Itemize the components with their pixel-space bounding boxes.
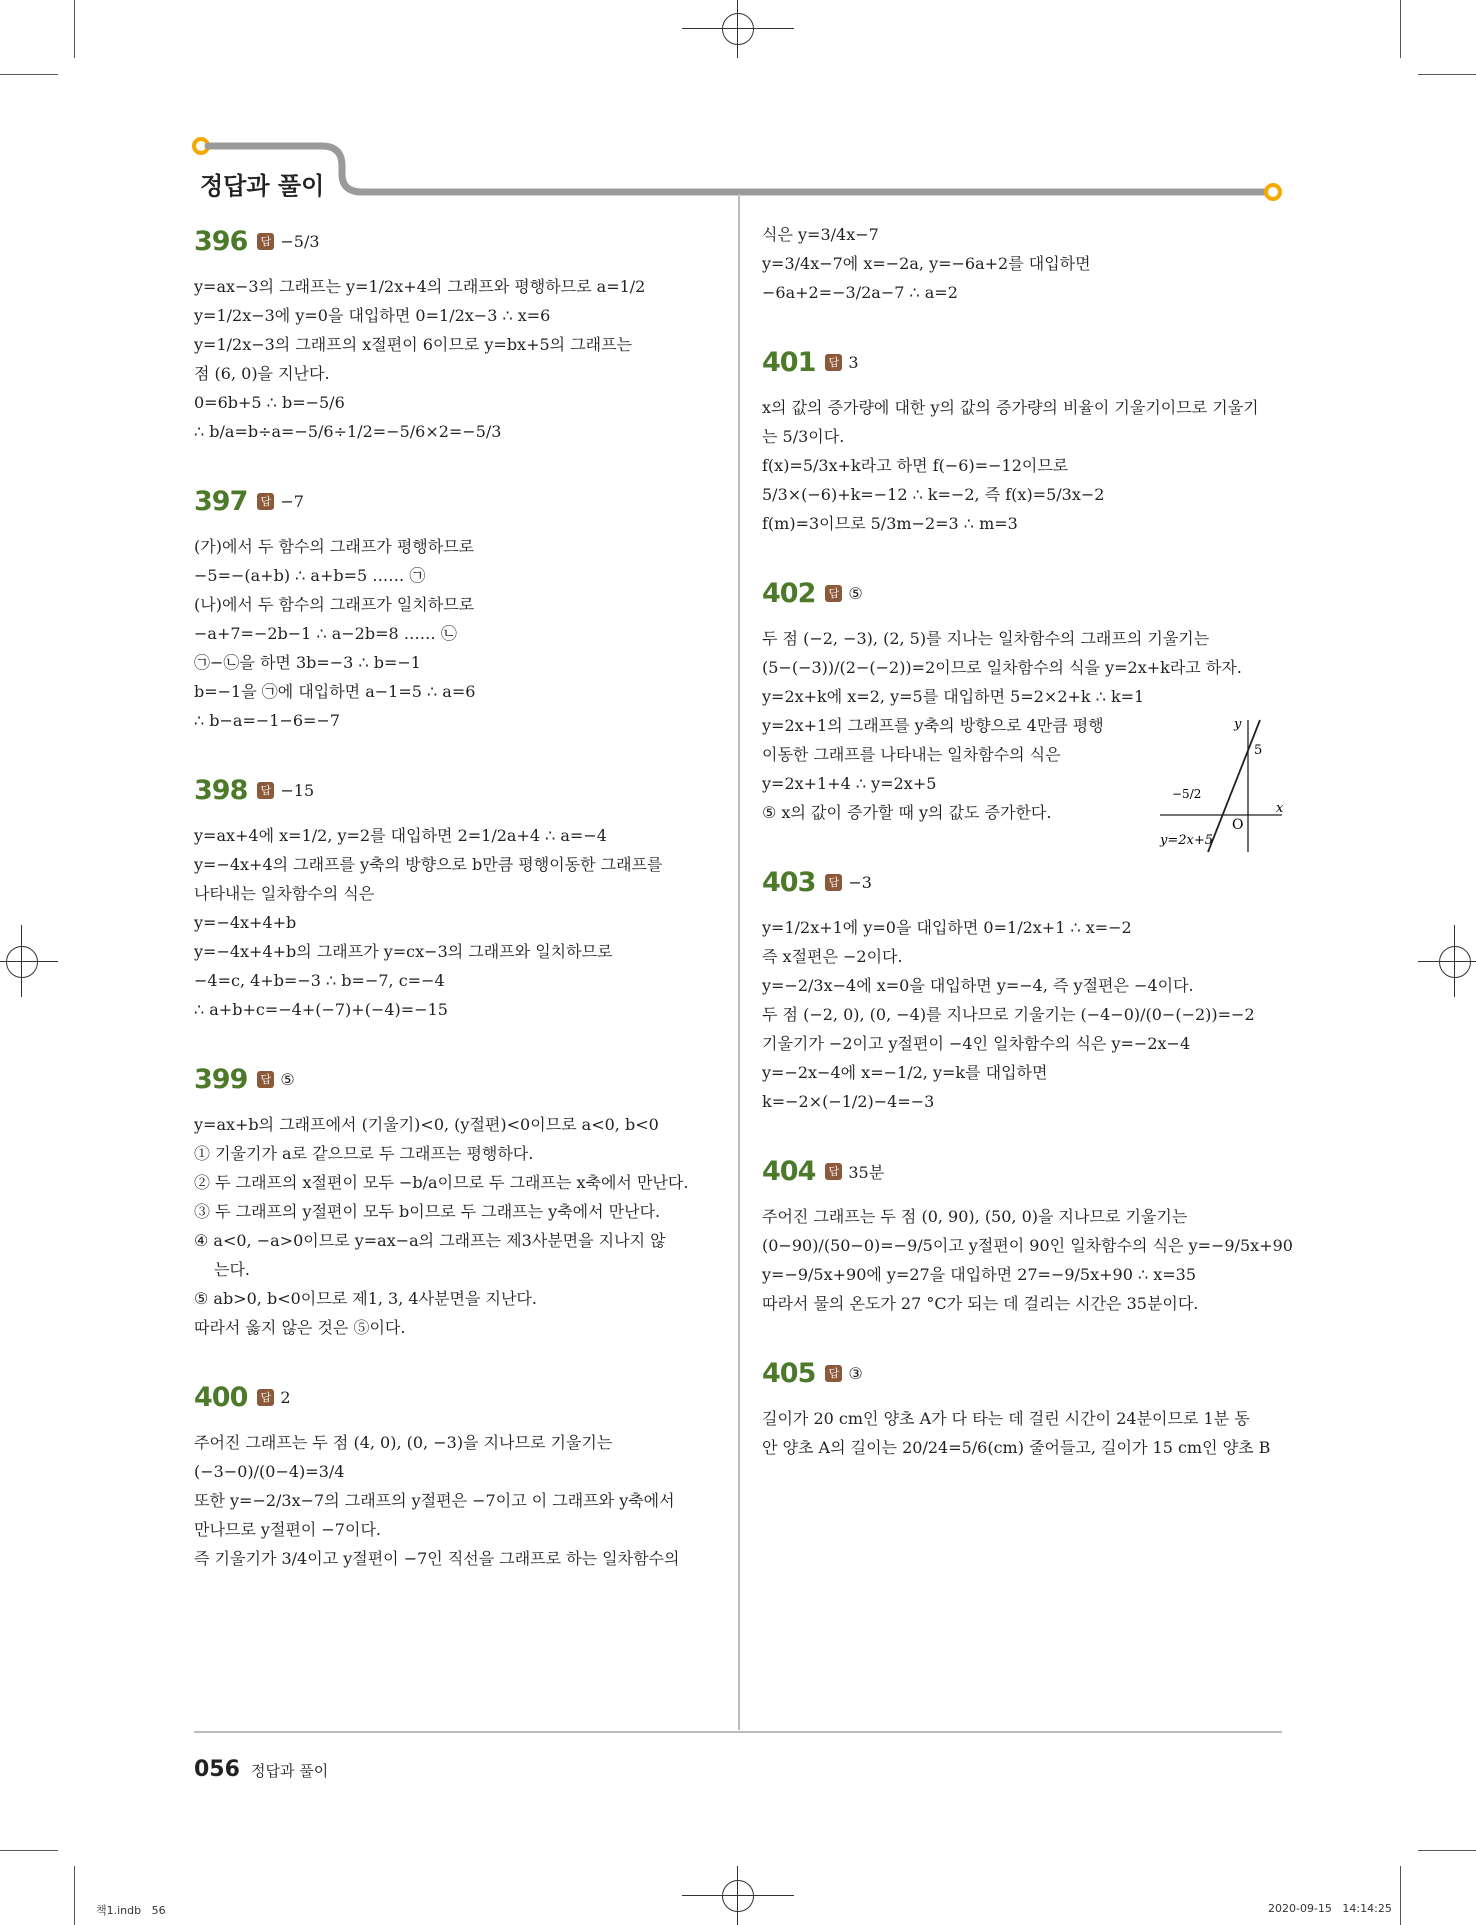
y-axis-label: y bbox=[1234, 717, 1242, 732]
problem-answer: −15 bbox=[280, 780, 315, 800]
solution-line: f(m)=3이므로 5/3m−2=3 ∴ m=3 bbox=[762, 514, 1018, 533]
problem-number: 401 bbox=[762, 346, 816, 378]
answer-badge: 답 bbox=[257, 233, 274, 250]
solution-line: −5=−(a+b) ∴ a+b=5 …… ㉠ bbox=[194, 566, 426, 585]
right-column bbox=[762, 220, 1293, 1496]
solution-line: (−3−0)/(0−4)=3/4 bbox=[194, 1462, 345, 1481]
problem-answer: ⑤ bbox=[280, 1069, 295, 1089]
solution-line: 는 5/3이다. bbox=[762, 427, 845, 446]
solution-line: 안 양초 A의 길이는 20/24=5/6(cm) 줄어들고, 길이가 15 cm인 양초 B bbox=[762, 1438, 1271, 1457]
solution-line: 점 (6, 0)을 지난다. bbox=[194, 364, 330, 383]
problem-answer: ⑤ bbox=[848, 583, 863, 603]
problem-397 bbox=[194, 480, 734, 735]
solution-line: y=1/2x−3에 y=0을 대입하면 0=1/2x−3 ∴ x=6 bbox=[194, 306, 551, 325]
solution-line: y=1/2x+1에 y=0을 대입하면 0=1/2x+1 ∴ x=−2 bbox=[762, 918, 1132, 937]
print-timestamp: 2020-09-15 14:14:25 bbox=[1268, 1902, 1392, 1915]
solution-line: y=−2/3x−4에 x=0을 대입하면 y=−4, 즉 y절편은 −4이다. bbox=[762, 976, 1194, 995]
answer-badge: 답 bbox=[825, 874, 842, 891]
problem-number: 400 bbox=[194, 1381, 248, 1413]
solution-line: 5/3×(−6)+k=−12 ∴ k=−2, 즉 f(x)=5/3x−2 bbox=[762, 485, 1105, 504]
solution-line: ③ 두 그래프의 y절편이 모두 b이므로 두 그래프는 y축에서 만난다. bbox=[194, 1202, 661, 1221]
solution-line: −4=c, 4+b=−3 ∴ b=−7, c=−4 bbox=[194, 971, 445, 990]
solution-line: −6a+2=−3/2a−7 ∴ a=2 bbox=[762, 283, 958, 302]
solution-line: y=ax+4에 x=1/2, y=2를 대입하면 2=1/2a+4 ∴ a=−4 bbox=[194, 826, 607, 845]
footer bbox=[194, 1757, 328, 1782]
registration-mark bbox=[21, 925, 22, 997]
solution-line: ∴ b/a=b÷a=−5/6÷1/2=−5/6×2=−5/3 bbox=[194, 422, 502, 441]
solution-line: y=2x+1+4 ∴ y=2x+5 bbox=[762, 774, 937, 793]
problem-402 bbox=[762, 572, 1287, 848]
solution-line: y=−2x−4에 x=−1/2, y=k를 대입하면 bbox=[762, 1063, 1048, 1082]
solution-line: 주어진 그래프는 두 점 (4, 0), (0, −3)을 지나므로 기울기는 bbox=[194, 1433, 613, 1452]
answer-badge: 답 bbox=[825, 1365, 842, 1382]
solution-line: y=ax+b의 그래프에서 (기울기)<0, (y절편)<0이므로 a<0, b<0 bbox=[194, 1115, 659, 1134]
problem-399 bbox=[194, 1058, 734, 1342]
problem-answer: −7 bbox=[280, 491, 304, 511]
registration-mark bbox=[1454, 925, 1455, 997]
registration-mark bbox=[0, 961, 58, 962]
solution-line: (0−90)/(50−0)=−9/5이고 y절편이 90인 일차함수의 식은 y=−9/5x+90 bbox=[762, 1236, 1293, 1255]
solution-line: y=−9/5x+90에 y=27을 대입하면 27=−9/5x+90 ∴ x=35 bbox=[762, 1265, 1197, 1284]
solution-line: 즉 기울기가 3/4이고 y절편이 −7인 직선을 그래프로 하는 일차함수의 bbox=[194, 1549, 680, 1568]
solution-line: y=3/4x−7에 x=−2a, y=−6a+2를 대입하면 bbox=[762, 254, 1091, 273]
solution-line: ② 두 그래프의 x절편이 모두 −b/a이므로 두 그래프는 x축에서 만난다. bbox=[194, 1173, 689, 1192]
solution-line: 나타내는 일차함수의 식은 bbox=[194, 884, 375, 903]
answer-badge: 답 bbox=[257, 493, 274, 510]
solution-line: 는다. bbox=[214, 1260, 250, 1279]
problem-number: 396 bbox=[194, 225, 248, 257]
solution-line: 기울기가 −2이고 y절편이 −4인 일차함수의 식은 y=−2x−4 bbox=[762, 1034, 1191, 1053]
page-number: 056 bbox=[194, 1757, 240, 1782]
solution-line: (가)에서 두 함수의 그래프가 평행하므로 bbox=[194, 537, 475, 556]
solution-line: f(x)=5/3x+k라고 하면 f(−6)=−12이므로 bbox=[762, 456, 1069, 475]
solution-line: 따라서 옳지 않은 것은 ⑤이다. bbox=[194, 1318, 406, 1337]
solution-line: x의 값의 증가량에 대한 y의 값의 증가량의 비율이 기울기이므로 기울기 bbox=[762, 398, 1259, 417]
registration-mark bbox=[737, 1866, 738, 1925]
line-graph bbox=[1158, 712, 1288, 862]
crop-mark bbox=[1418, 1850, 1476, 1851]
graph-line-label: y=2x+5 bbox=[1160, 833, 1214, 848]
answer-badge: 답 bbox=[825, 585, 842, 602]
problem-number: 405 bbox=[762, 1357, 816, 1389]
solution-line: 즉 x절편은 −2이다. bbox=[762, 947, 903, 966]
column-divider bbox=[738, 194, 740, 1730]
solution-line: 0=6b+5 ∴ b=−5/6 bbox=[194, 393, 345, 412]
solution-line: ㉠−㉡을 하면 3b=−3 ∴ b=−1 bbox=[194, 653, 421, 672]
solution-line: y=1/2x−3의 그래프의 x절편이 6이므로 y=bx+5의 그래프는 bbox=[194, 335, 633, 354]
answer-badge: 답 bbox=[257, 1071, 274, 1088]
solution-line: 주어진 그래프는 두 점 (0, 90), (50, 0)을 지나므로 기울기는 bbox=[762, 1207, 1188, 1226]
problem-answer: −5/3 bbox=[280, 231, 320, 251]
crop-mark bbox=[0, 1850, 58, 1851]
solution-line: k=−2×(−1/2)−4=−3 bbox=[762, 1092, 935, 1111]
problem-400 bbox=[194, 1376, 734, 1573]
solution-line: 식은 y=3/4x−7 bbox=[762, 225, 879, 244]
x-axis-label: x bbox=[1276, 801, 1284, 816]
problem-number: 402 bbox=[762, 577, 816, 609]
origin-label: O bbox=[1232, 817, 1244, 833]
answer-badge: 답 bbox=[257, 782, 274, 799]
solution-line: 만나므로 y절편이 −7이다. bbox=[194, 1520, 381, 1539]
problem-number: 398 bbox=[194, 774, 248, 806]
left-column bbox=[194, 220, 734, 1607]
problem-number: 403 bbox=[762, 866, 816, 898]
solution-line: ⑤ ab>0, b<0이므로 제1, 3, 4사분면을 지난다. bbox=[194, 1289, 537, 1308]
problem-400-continued bbox=[762, 220, 1287, 307]
problem-answer: 3 bbox=[848, 352, 859, 372]
solution-line: y=2x+1의 그래프를 y축의 방향으로 4만큼 평행 bbox=[762, 716, 1104, 735]
solution-line: y=ax−3의 그래프는 y=1/2x+4의 그래프와 평행하므로 a=1/2 bbox=[194, 277, 646, 296]
solution-line: y=−4x+4의 그래프를 y축의 방향으로 b만큼 평행이동한 그래프를 bbox=[194, 855, 663, 874]
y-intercept-label: 5 bbox=[1254, 743, 1263, 758]
problem-number: 397 bbox=[194, 485, 248, 517]
answer-badge: 답 bbox=[825, 354, 842, 371]
x-intercept-label: −5/2 bbox=[1172, 787, 1202, 801]
crop-mark bbox=[1400, 1866, 1401, 1925]
problem-answer: 2 bbox=[280, 1387, 291, 1407]
problem-answer: 35분 bbox=[848, 1162, 885, 1182]
problem-405 bbox=[762, 1352, 1287, 1462]
solution-line: y=−4x+4+b bbox=[194, 913, 297, 932]
rail-line bbox=[208, 146, 1266, 192]
problem-number: 404 bbox=[762, 1155, 816, 1187]
solution-line: ∴ b−a=−1−6=−7 bbox=[194, 711, 341, 730]
solution-line: y=2x+k에 x=2, y=5를 대입하면 5=2×2+k ∴ k=1 bbox=[762, 687, 1145, 706]
solution-line: ⑤ x의 값이 증가할 때 y의 값도 증가한다. bbox=[762, 803, 1052, 822]
page-title: 정답과 풀이 bbox=[200, 172, 325, 200]
solution-line: ① 기울기가 a로 같으므로 두 그래프는 평행하다. bbox=[194, 1144, 534, 1163]
problem-398 bbox=[194, 769, 734, 1024]
print-file-label: 책1.indb 56 bbox=[96, 1904, 166, 1917]
solution-line: 또한 y=−2/3x−7의 그래프의 y절편은 −7이고 이 그래프와 y축에서 bbox=[194, 1491, 675, 1510]
footer-rule bbox=[194, 1731, 1282, 1733]
solution-line: 이동한 그래프를 나타내는 일차함수의 식은 bbox=[762, 745, 1061, 764]
solution-line: b=−1을 ㉠에 대입하면 a−1=5 ∴ a=6 bbox=[194, 682, 476, 701]
solution-line: (5−(−3))/(2−(−2))=2이므로 일차함수의 식을 y=2x+k라고 하자. bbox=[762, 658, 1242, 677]
solution-line: −a+7=−2b−1 ∴ a−2b=8 …… ㉡ bbox=[194, 624, 457, 643]
problem-403 bbox=[762, 861, 1287, 1116]
footer-label: 정답과 풀이 bbox=[251, 1762, 329, 1780]
answer-badge: 답 bbox=[257, 1389, 274, 1406]
problem-404 bbox=[762, 1150, 1293, 1318]
registration-mark bbox=[1418, 961, 1476, 962]
solution-line: 두 점 (−2, −3), (2, 5)를 지나는 일차함수의 그래프의 기울기는 bbox=[762, 629, 1210, 648]
problem-396 bbox=[194, 220, 734, 446]
solution-line: ④ a<0, −a>0이므로 y=ax−a의 그래프는 제3사분면을 지나지 않 bbox=[194, 1231, 666, 1250]
solution-line: 따라서 물의 온도가 27 °C가 되는 데 걸리는 시간은 35분이다. bbox=[762, 1294, 1199, 1313]
crop-mark bbox=[74, 1866, 75, 1925]
problem-answer: −3 bbox=[848, 872, 872, 892]
answer-badge: 답 bbox=[825, 1163, 842, 1180]
solution-line: (나)에서 두 함수의 그래프가 일치하므로 bbox=[194, 595, 475, 614]
solution-line: ∴ a+b+c=−4+(−7)+(−4)=−15 bbox=[194, 1000, 448, 1019]
problem-401 bbox=[762, 341, 1287, 538]
solution-line: y=−4x+4+b의 그래프가 y=cx−3의 그래프와 일치하므로 bbox=[194, 942, 613, 961]
problem-answer: ③ bbox=[848, 1363, 863, 1383]
rail-end-dot bbox=[1266, 185, 1280, 199]
solution-line: 길이가 20 cm인 양초 A가 다 타는 데 걸린 시간이 24분이므로 1분 동 bbox=[762, 1409, 1250, 1428]
problem-number: 399 bbox=[194, 1063, 248, 1095]
solution-line: 두 점 (−2, 0), (0, −4)를 지나므로 기울기는 (−4−0)/(0−(−2))=−2 bbox=[762, 1005, 1255, 1024]
